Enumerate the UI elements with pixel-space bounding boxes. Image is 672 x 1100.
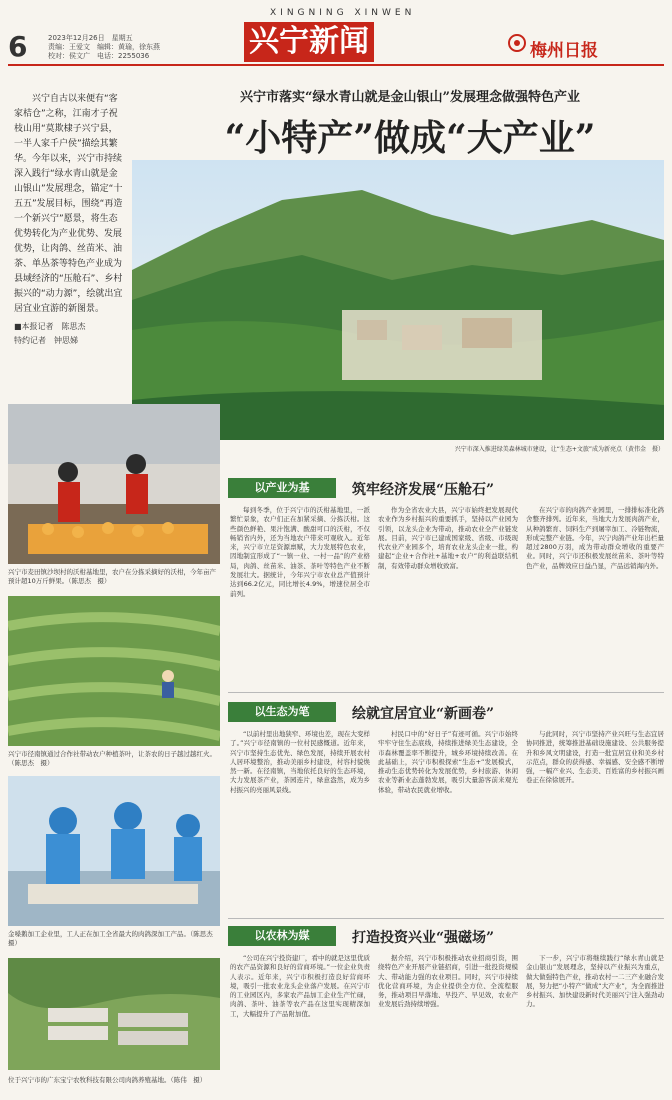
article-column	[526, 730, 664, 910]
photo-caption: 兴宁市径南镇通过合作社带动农户种植茶叶，让茶农的日子越过越红火。（陈思杰 摄）	[8, 750, 216, 767]
article-paragraph: 据介绍，兴宁市积极推动农业招商引资，围绕特色产业开展产业链招商，引进一批投资规模大、带动能力强的农业项目。同时，兴宁市持续优化营商环境，为企业提供全方位、全流程服务，推动项目早落地、早投产、早见效，农业产业发展后劲持续增强。	[378, 954, 518, 1009]
section-tag: 以产业为基	[228, 478, 336, 498]
photo-orange-sorting	[8, 404, 220, 564]
article-column	[230, 506, 370, 682]
reporter-line: ■本报记者 陈思杰	[14, 322, 86, 331]
article-column	[378, 954, 518, 1094]
reporter-line: 特约记者 钟思娣	[14, 336, 78, 345]
article-column	[230, 954, 370, 1094]
section-agroforestry-header	[228, 926, 668, 946]
paper-name: 梅州日报	[530, 41, 598, 61]
article-paragraph: 下一步，兴宁市将继续践行“绿水青山就是金山银山”发展理念，坚持以产业振兴为重点，做大做强特色产业，推动农村一二三产业融合发展，努力把“小特产”做成“大产业”，为全面推进乡村振兴、加快建设新时代美丽兴宁注入强劲动力。	[526, 954, 664, 1009]
article-paragraph: “公司在兴宁投资建厂，看中的就是这里优质的农产品资源和良好的营商环境。”一位企业负责人表示。近年来，兴宁市积极打造良好营商环境，吸引一批农业龙头企业落户发展。在兴宁市的工业园区内，多家农产品加工企业生产忙碌，肉鸽、茶叶、油茶等农产品在这里实现精深加工，大幅提升了产品附加值。	[230, 954, 370, 1018]
subheadline: 兴宁市落实“绿水青山就是金山银山”发展理念做强特色产业	[240, 90, 580, 105]
article-paragraph: 在兴宁市的肉鸽产业园里，一排排标准化鸽舍整齐排列。近年来，当地大力发展肉鸽产业，从种鸽繁育、饲料生产到屠宰加工、冷链物流，形成完整产业链。今年，兴宁肉鸽产业年出栏量超过2800万羽，成为带动群众增收的重要产业。同时，兴宁市还积极发展丝苗米、茶叶等特色产业，品牌效应日益凸显，产品远销海内外。	[526, 506, 664, 570]
masthead-rule	[8, 64, 664, 66]
article-column	[526, 954, 664, 1094]
section-logo: 兴宁新闻	[244, 22, 374, 62]
photo-caption: 位于兴宁市的广东宝宁农牧科技有限公司肉鸽养殖基地。（陈伟 摄）	[8, 1076, 207, 1084]
section-divider	[228, 918, 664, 919]
reporter-credits	[14, 320, 126, 348]
section-tag: 以生态为笔	[228, 702, 336, 722]
article-column	[526, 506, 664, 682]
section-title: 打造投资兴业“强磁场”	[352, 930, 495, 946]
section-pinyin: XINGNING XINWEN	[270, 8, 416, 18]
issue-meta	[48, 34, 160, 61]
section-title: 筑牢经济发展“压舱石”	[352, 482, 495, 498]
article-paragraph: 每到冬季，位于兴宁市的沃柑基地里，一派繁忙景象，农户们正在加紧采摘、分拣沃柑。这些颜色鲜艳、果汁饱满、酸甜可口的沃柑，不仅畅销省内外，还为当地农户带来可观收入。近年来，兴宁市立足资源禀赋，大力发展特色农业，因地制宜形成了“一镇一业、一村一品”的产业格局，肉鸽、丝苗米、油茶、茶叶等特色产业不断发展壮大。据统计，今年兴宁市农业总产值预计达到66.2亿元，同比增长4.9%，增速位居全市前列。	[230, 506, 370, 598]
photo-food-processing	[8, 776, 220, 926]
section-ecology-header	[228, 702, 668, 722]
photo-pigeon-base	[8, 958, 220, 1070]
page-number: 6	[8, 30, 28, 63]
hero-photo	[132, 160, 664, 440]
proofreader-line: 校对：侯文广 电话：2255036	[48, 52, 150, 60]
article-paragraph: “以前村里出地狭窄、环境也差，现在大变样了。”兴宁市径南镇的一位村民感慨道。近年来，兴宁市坚持生态优先、绿色发展，持续开展农村人居环境整治，推动美丽乡村建设，村容村貌焕然一新。在径南镇，当地依托良好的生态环境，大力发展茶产业，茶园连片，绿意盎然，成为乡村振兴的亮丽风景线。	[230, 730, 370, 794]
hero-caption: 兴宁市深入推进绿美森林城市建设，让“生态+文旅”成为新亮点（黄伟金 摄）	[454, 446, 664, 453]
article-column	[378, 506, 518, 682]
section-divider	[228, 692, 664, 693]
photo-caption: 金嗓鹅加工企业里，工人正在加工全省最大的肉鸽深加工产品。（陈思杰 摄）	[8, 930, 220, 947]
article-column	[230, 730, 370, 910]
issue-date-line: 2023年12月26日 星期五	[48, 34, 133, 42]
article-column	[378, 730, 518, 910]
main-headline: “小特产”做成“大产业”	[224, 117, 596, 159]
photo-caption: 兴宁市麦田镇沙坝村的沃柑基地里，农户在分拣采摘好的沃柑，今年亩产预计超10万斤鲜果。（陈思杰 摄）	[8, 568, 216, 585]
section-industry-header	[228, 478, 668, 498]
article-paragraph: 村民口中的“好日子”有迹可循。兴宁市始终牢牢守住生态底线，持续推进绿美生态建设，全市森林覆盖率不断提升，城乡环境持续改善。在此基础上，兴宁市积极探索“生态+”发展模式，推动生态优势转化为发展优势，乡村旅游、休闲农业等新业态蓬勃发展，吸引大量游客前来观光体验，带动农民就业增收。	[378, 730, 518, 794]
photo-tea-garden	[8, 596, 220, 746]
section-title: 绘就宜居宜业“新画卷”	[352, 706, 495, 722]
section-tag: 以农林为媒	[228, 926, 336, 946]
editor-line: 责编：王爱文 编辑：黄瑜，徐东燕	[48, 43, 160, 51]
article-paragraph: 与此同时，兴宁市坚持产业兴旺与生态宜居协同推进，统筹推进基础设施建设、公共服务提升和乡风文明建设，打造一批宜居宜业和美乡村示范点，群众的获得感、幸福感、安全感不断增强，一幅产业兴、生态美、百姓富的乡村振兴画卷正在徐徐展开。	[526, 730, 664, 785]
paper-emblem-icon	[508, 34, 526, 52]
article-paragraph: 作为全省农业大县，兴宁市始终把发展现代农业作为乡村振兴的重要抓手，坚持以产业园为引领，以龙头企业为带动，推动农业全产业链发展。目前，兴宁市已建成国家级、省级、市级现代农业产业园多个，培育农业龙头企业一批，构建起“企业+合作社+基地+农户”的利益联结机制，有效带动群众增收致富。	[378, 506, 518, 570]
intro-text: 兴宁自古以来便有“客家桔仓”之称，江南才子祝枝山用“莫欺棣子兴宁县，一半人家千户侯”描绘其繁华。今年以来，兴宁市持续深入践行“绿水青山就是金山银山”发展理念，锚定“十五五”发展目标，围绕“再造一个新兴宁”愿景，将生态优势转化为产业优势、发展优势，让肉鸽、丝苗米、油茶、单丛茶等特色产业成为县域经济的“压舱石”、乡村振兴的“动力源”，绘就出宜居宜业宜游的新图景。	[14, 94, 123, 314]
